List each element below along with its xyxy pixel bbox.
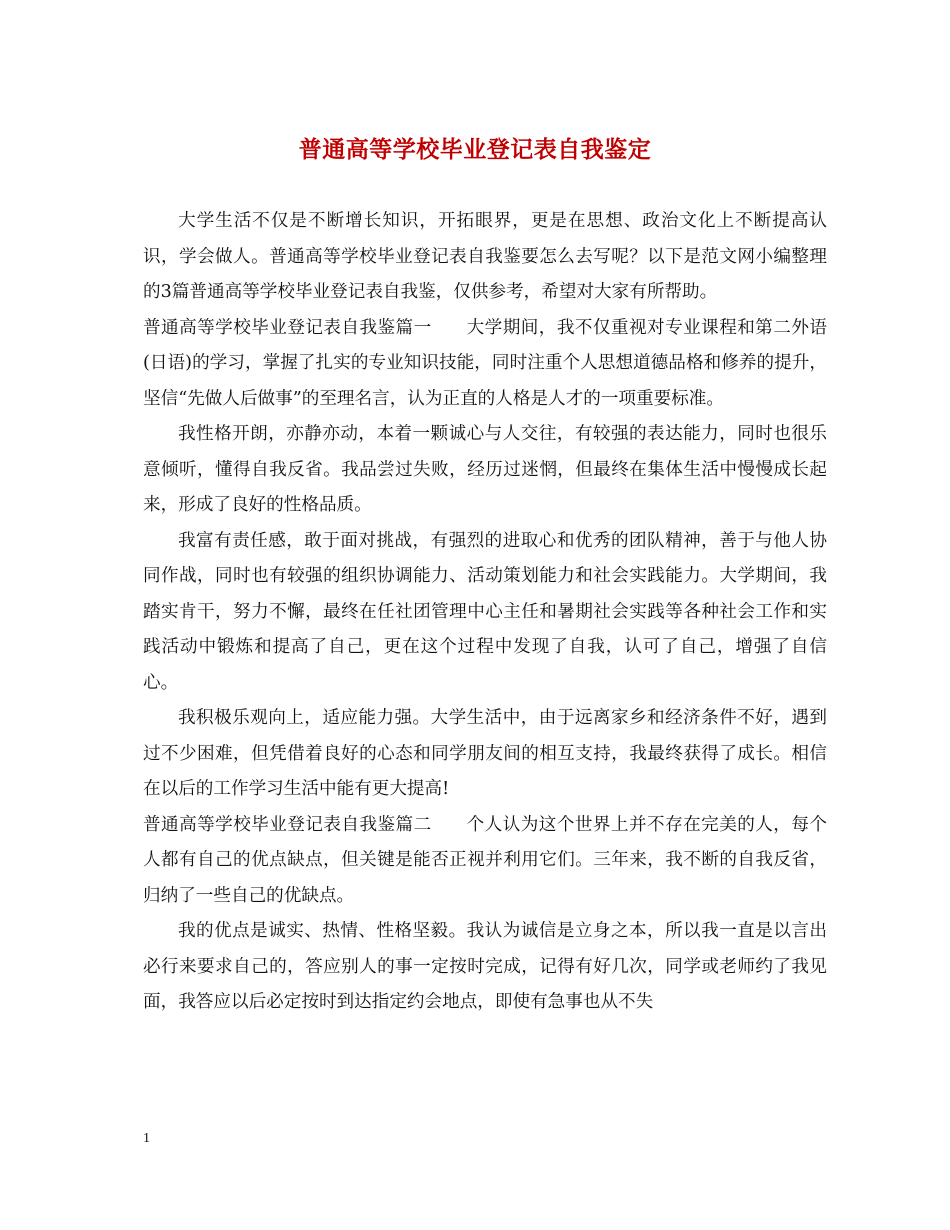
paragraph-section-two <box>143 808 827 915</box>
paragraph-text: 大学期间，我不仅重视对专业课程和第二外语(日语)的学习，掌握了扎实的专业知识技能，同时注重个人思想道德品格和修养的提升，坚信“先做人后做事”的至理名言，认为正直的人格是人才的一项重要标准。 <box>143 317 827 409</box>
paragraph-section-one <box>143 311 827 418</box>
page-title: 普通高等学校毕业登记表自我鉴定 <box>298 136 652 163</box>
paragraph-text: 大学生活不仅是不断增长知识，开拓眼界，更是在思想、政治文化上不断提高认识，学会做人。普通高等学校毕业登记表自我鉴要怎么去写呢？以下是范文网小编整理的3篇普通高等学校毕业登记表自我鉴，仅供参考，希望对大家有所帮助。 <box>143 211 827 302</box>
paragraph-intro <box>143 204 827 311</box>
paragraph-optimism <box>143 701 827 808</box>
paragraph-text: 我富有责任感，敢于面对挑战，有强烈的进取心和优秀的团队精神，善于与他人协同作战，同时也有较强的组织协调能力、活动策划能力和社会实践能力。大学期间，我踏实肯干，努力不懈，最终在任社团管理中心主任和暑期社会实践等各种社会工作和实践活动中锻炼和提高了自己，更在这个过程中发现了自我，认可了自己，增强了自信心。 <box>143 530 827 693</box>
paragraph-text: 个人认为这个世界上并不存在完美的人，每个人都有自己的优点缺点，但关键是能否正视并利用它们。三年来，我不断的自我反省，归纳了一些自己的优缺点。 <box>143 814 827 906</box>
paragraph-responsibility <box>143 524 827 702</box>
paragraph-text: 我积极乐观向上，适应能力强。大学生活中，由于远离家乡和经济条件不好，遇到过不少困难，但凭借着良好的心态和同学朋友间的相互支持，我最终获得了成长。相信在以后的工作学习生活中能有更大提高! <box>143 708 827 799</box>
page-number: 1 <box>143 1131 150 1146</box>
paragraph-text: 我性格开朗，亦静亦动，本着一颗诚心与人交往，有较强的表达能力，同时也很乐意倾听，懂得自我反省。我品尝过失败，经历过迷惘，但最终在集体生活中慢慢成长起来，形成了良好的性格品质。 <box>143 424 827 515</box>
paragraph-strengths <box>143 914 827 1021</box>
paragraph-personality <box>143 417 827 524</box>
paragraph-text: 我的优点是诚实、热情、性格坚毅。我认为诚信是立身之本，所以我一直是以言出必行来要求自己的，答应别人的事一定按时完成，记得有好几次，同学或老师约了我见面，我答应以后必定按时到达指定约会地点，即使有急事也从不失 <box>143 921 827 1012</box>
body-text <box>143 204 827 1021</box>
section-title: 普通高等学校毕业登记表自我鉴篇一 <box>143 317 432 338</box>
section-title: 普通高等学校毕业登记表自我鉴篇二 <box>143 814 432 835</box>
